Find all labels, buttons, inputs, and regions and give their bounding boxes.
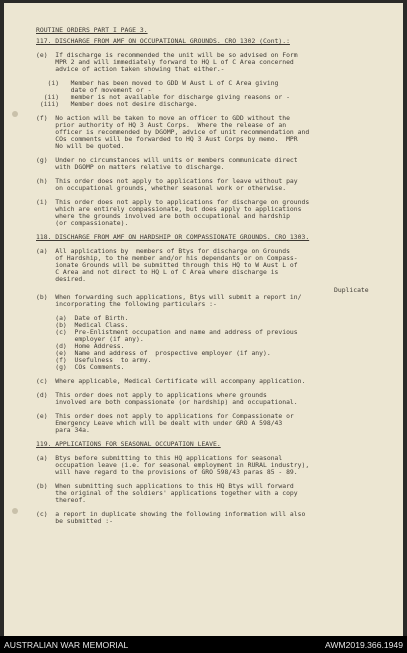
body-line: (e) This order does not apply to applications for Compassionate or [36, 412, 294, 420]
body-line: No will be quoted. [36, 142, 125, 150]
body-line: will have regard to the provisions of GRO 598/43 paras 85 - 89. [36, 468, 298, 476]
body-line: employer (if any). [36, 335, 144, 343]
section-heading: 117. DISCHARGE FROM AMF ON OCCUPATIONAL GROUNDS. CRO 1302 (Cont).: [36, 37, 290, 45]
body-line: the original of the soldiers' applications together with a copy [36, 489, 298, 497]
body-line: (a) All applications by members of Btys for discharge on Grounds [36, 247, 290, 255]
body-line: (a) Btys before submitting to this HQ applications for seasonal [36, 454, 283, 462]
body-line: Emergency Leave which will be dealt with under GRO A 598/43 [36, 419, 283, 427]
section-heading: 119. APPLICATIONS FOR SEASONAL OCCUPATION LEAVE. [36, 440, 221, 448]
body-line: (f) Usefulness to army. [36, 356, 152, 364]
body-line: date of movement or - [36, 86, 152, 94]
footer-source: AUSTRALIAN WAR MEMORIAL [4, 640, 129, 650]
body-line: (or compassionate). [36, 219, 129, 227]
body-line: officer is recommended by DGOMP, advice of unit recommendation and [36, 128, 310, 136]
punch-hole [12, 111, 18, 117]
body-line: (g) COs Comments. [36, 363, 125, 371]
body-line: be submitted :- [36, 517, 113, 525]
body-line: (b) When submitting such applications to this HQ Btys will forward [36, 482, 294, 490]
body-line: of Hardship, to the member and/or his dependants or on Compass- [36, 254, 298, 262]
body-line: (c) Where applicable, Medical Certificate will accompany application. [36, 377, 306, 385]
section-heading: 118. DISCHARGE FROM AMF ON HARDSHIP OR COMPASSIONATE GROUNDS. CRO 1303. [36, 233, 310, 241]
body-line: occupation leave (i.e. for seasonal employment in RURAL industry), [36, 461, 310, 469]
body-line: (h) This order does not apply to applications for leave without pay [36, 177, 298, 185]
body-line: ionate Grounds will be submitted through this HQ to W Aust L of [36, 261, 298, 269]
body-line: incorporating the following particulars :- [36, 300, 217, 308]
body-line: (b) When forwarding such applications, Btys will submit a report in/ [36, 293, 302, 301]
body-line: (g) Under no circumstances will units or members communicate direct [36, 156, 298, 164]
footer-accession: AWM2019.366.1949 [324, 640, 403, 650]
document-header: ROUTINE ORDERS PART I PAGE 3. [36, 26, 148, 34]
body-line: (f) No action will be taken to move an officer to GDD without the [36, 114, 290, 122]
body-line: (d) Home Address. [36, 342, 125, 350]
body-line: on occupational grounds, whether seasonal work or otherwise. [36, 184, 287, 192]
body-line: (ii) member is not available for discharge giving reasons or - [36, 93, 290, 101]
body-line: Duplicate [334, 286, 369, 294]
body-line: (a) Date of Birth. [36, 314, 129, 322]
body-line: (c) a report in duplicate showing the following information will also [36, 510, 306, 518]
body-line: (e) Name and address of prospective employer (if any). [36, 349, 271, 357]
body-line: where the grounds involved are both occupational and hardship [36, 212, 290, 220]
body-line: desired. [36, 275, 87, 283]
body-line: (i) Member has been moved to GDD W Aust L of C Area giving [36, 79, 279, 87]
body-line: COs comments will be forwarded to HQ 3 Aust Corps by memo. MPR [36, 135, 298, 143]
body-line: thereof. [36, 496, 87, 504]
body-line: which are entirely compassionate, but does apply to applications [36, 205, 302, 213]
body-line: advice of action taken showing that either.- [36, 65, 225, 73]
body-line: MPR 2 and will immediately forward to HQ L of C Area concerned [36, 58, 294, 66]
body-line: prior authority of HQ 3 Aust Corps. Where the release of an [36, 121, 287, 129]
body-line: (c) Pre-Enlistment occupation and name and address of previous [36, 328, 298, 336]
document-page [4, 3, 403, 636]
body-line: (d) This order does not apply to applications where grounds [36, 391, 267, 399]
body-line: (i) This order does not apply to applications for discharge on grounds [36, 198, 310, 206]
punch-hole [12, 508, 18, 514]
body-line: with DGOMP on matters relative to discharge. [36, 163, 225, 171]
body-line: (iii) Member does not desire discharge. [36, 100, 198, 108]
body-line: involved are both compassionate (or hardship) and occupational. [36, 398, 298, 406]
body-line: C Area and not direct to HQ L of C Area where discharge is [36, 268, 279, 276]
body-line: (e) If discharge is recommended the unit will be so advised on Form [36, 51, 298, 59]
body-line: (b) Medical Class. [36, 321, 129, 329]
body-line: para 34a. [36, 426, 90, 434]
footer-bar [0, 636, 407, 653]
